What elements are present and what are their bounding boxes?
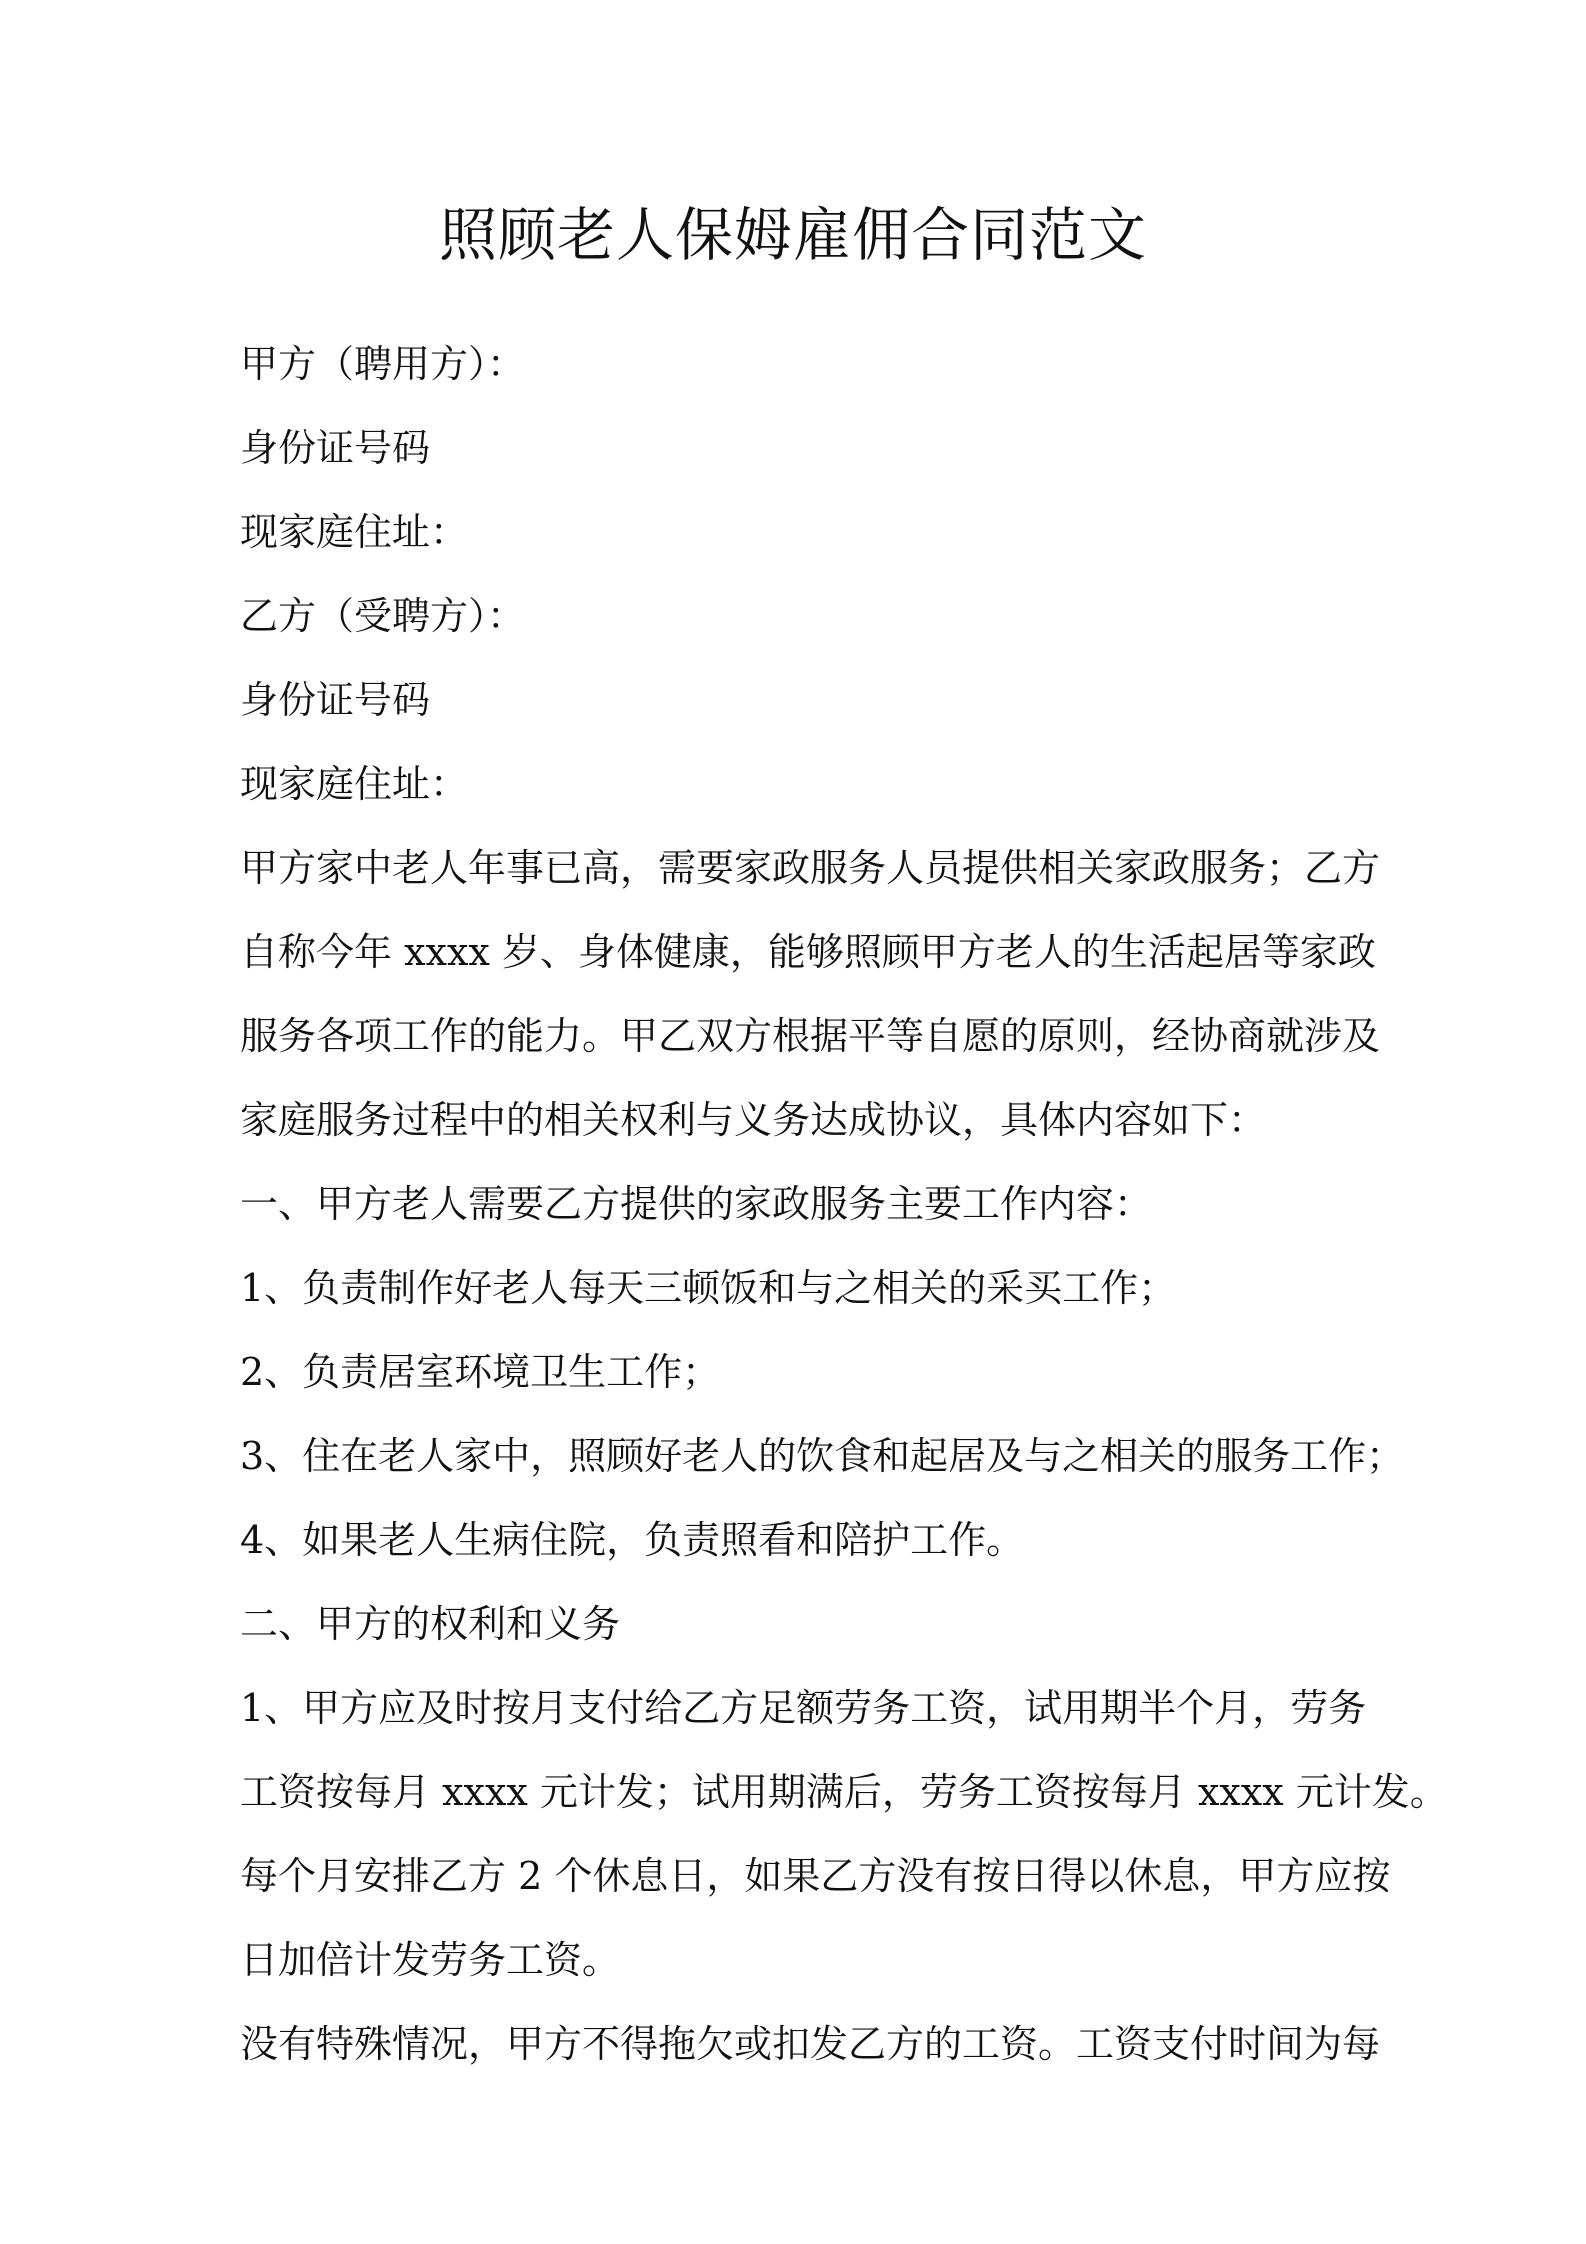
party-b-address-line: 现家庭住址： — [240, 762, 469, 806]
list-item: 2、负责居室环境卫生工作； — [240, 1350, 721, 1394]
paragraph-line: 没有特殊情况，甲方不得拖欠或扣发乙方的工资。工资支付时间为每 — [240, 2022, 1381, 2066]
document-body — [240, 322, 1448, 2086]
paragraph-line: 日加倍计发劳务工资。 — [240, 1938, 621, 1982]
paragraph-line: 每个月安排乙方 2 个休息日，如果乙方没有按日得以休息，甲方应按 — [240, 1854, 1391, 1898]
paragraph-line: 工资按每月 xxxx 元计发；试用期满后，劳务工资按每月 xxxx 元计发。 — [240, 1770, 1448, 1814]
paragraph-line: 服务各项工作的能力。甲乙双方根据平等自愿的原则，经协商就涉及 — [240, 1014, 1381, 1058]
paragraph-line: 甲方家中老人年事已高，需要家政服务人员提供相关家政服务；乙方 — [240, 846, 1381, 890]
party-b-id-line: 身份证号码 — [240, 678, 431, 722]
paragraph-line: 1、甲方应及时按月支付给乙方足额劳务工资，试用期半个月，劳务 — [240, 1686, 1367, 1730]
document-title: 照顾老人保姆雇佣合同范文 — [438, 201, 1147, 269]
section-heading: 二、甲方的权利和义务 — [240, 1602, 621, 1646]
list-item: 4、如果老人生病住院，负责照看和陪护工作。 — [240, 1518, 1025, 1562]
list-item: 3、住在老人家中，照顾好老人的饮食和起居及与之相关的服务工作； — [240, 1434, 1405, 1478]
party-a-address-line: 现家庭住址： — [240, 510, 469, 554]
party-a-line: 甲方（聘用方）： — [240, 342, 526, 386]
list-item: 1、负责制作好老人每天三顿饭和与之相关的采买工作； — [240, 1266, 1177, 1310]
party-b-line: 乙方（受聘方）： — [240, 594, 526, 638]
paragraph-line: 家庭服务过程中的相关权利与义务达成协议，具体内容如下： — [240, 1098, 1267, 1142]
party-a-id-line: 身份证号码 — [240, 426, 431, 470]
section-heading: 一、甲方老人需要乙方提供的家政服务主要工作内容： — [240, 1182, 1153, 1226]
paragraph-line: 自称今年 xxxx 岁、身体健康，能够照顾甲方老人的生活起居等家政 — [240, 930, 1376, 974]
